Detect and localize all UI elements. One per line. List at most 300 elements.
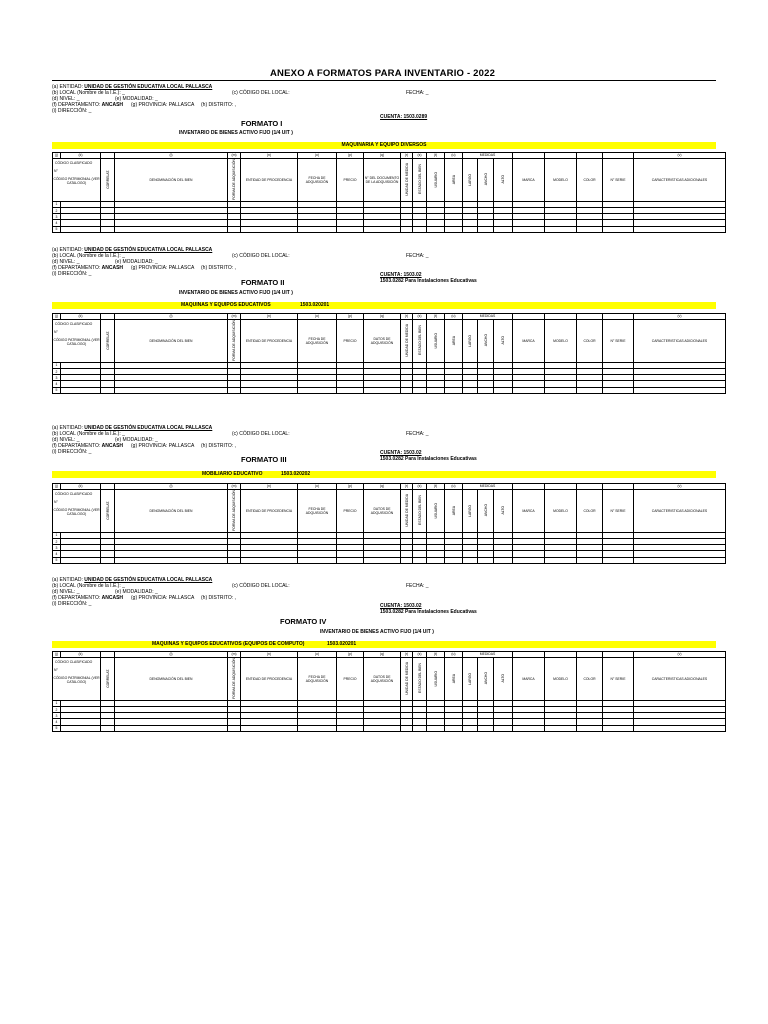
codigo-local: (c) CÓDIGO DEL LOCAL: <box>232 431 290 437</box>
direccion-line: (i) DIRECCIÓN: _ <box>52 601 92 607</box>
correlat-header: CORRELAT. <box>101 320 115 363</box>
column-code: (l) <box>115 652 228 658</box>
medidas-header: MEDIDAS <box>463 153 513 159</box>
table-cell[interactable] <box>427 387 445 393</box>
alto-header: ALTO <box>494 320 513 363</box>
table-cell[interactable] <box>401 226 413 232</box>
column-code: (t) <box>427 484 445 490</box>
table-cell[interactable] <box>364 725 401 731</box>
column-code: (p) <box>337 314 364 320</box>
table-cell[interactable] <box>61 557 101 563</box>
table-cell[interactable] <box>478 226 494 232</box>
table-cell[interactable] <box>427 226 445 232</box>
table-cell[interactable] <box>545 387 577 393</box>
usuario-header: USUARIO <box>427 320 445 363</box>
row-number: 1 <box>53 532 61 538</box>
row-number: 2 <box>53 208 61 214</box>
row-number: 1 <box>53 700 61 706</box>
table-cell[interactable] <box>577 725 603 731</box>
column-code: (l) <box>115 153 228 159</box>
column-code: (q) <box>364 314 401 320</box>
usuario-header: USUARIO <box>427 658 445 701</box>
row-number: 4 <box>53 220 61 226</box>
column-code: (u) <box>445 314 463 320</box>
modelo-header: MODELO <box>545 159 577 202</box>
nivel-line: (d) NIVEL: _ <box>52 589 80 595</box>
ancho-header: ANCHO <box>478 320 494 363</box>
estado-header: ESTADO DEL BIEN <box>413 490 427 533</box>
table-cell[interactable] <box>634 226 726 232</box>
precio-header: PRECIO <box>337 490 364 533</box>
column-code: (n) <box>241 652 298 658</box>
column-code: (o) <box>298 652 337 658</box>
instalaciones-note: 1503.0282 Para Instalaciones Educativas <box>380 609 477 615</box>
table-cell[interactable] <box>364 387 401 393</box>
entidad-line: (a) ENTIDAD: UNIDAD DE GESTIÓN EDUCATIVA LOCAL PALLASCA <box>52 84 213 90</box>
inventory-subtitle: INVENTARIO DE BIENES ACTIVO FIJO (1/4 UIT ) <box>320 629 434 635</box>
column-code: (u) <box>445 484 463 490</box>
largo-header: LARGO <box>463 490 478 533</box>
table-cell[interactable] <box>603 557 634 563</box>
column-code: (n) <box>241 484 298 490</box>
distrito-line: (h) DISTRITO: , <box>201 595 236 601</box>
column-code: (v) <box>634 652 726 658</box>
forma-adq-header: FORMA DE ADQUISICIÓN <box>228 320 241 363</box>
table-cell[interactable] <box>401 557 413 563</box>
correlat-header: CORRELAT. <box>101 159 115 202</box>
distrito-line: (h) DISTRITO: , <box>201 443 236 449</box>
local-line: (b) LOCAL (Nombre de la I.E.): _ <box>52 253 125 259</box>
category-banner-text: MAQUINARIA Y EQUIPO DIVERSOS <box>341 142 427 148</box>
row-number: 2 <box>53 707 61 713</box>
category-banner-text: MAQUINAS Y EQUIPOS EDUCATIVOS (EQUIPOS DE COMPUTO) <box>152 641 305 647</box>
table-cell[interactable] <box>241 557 298 563</box>
table-cell[interactable] <box>427 557 445 563</box>
row-number: 5 <box>53 557 61 563</box>
table-cell[interactable] <box>228 557 241 563</box>
forma-adq-header: FORMA DE ADQUISICIÓN <box>228 159 241 202</box>
table-cell[interactable] <box>413 725 427 731</box>
provincia-line: (g) PROVINCIA: PALLASCA <box>131 102 195 108</box>
correlat-header: CORRELAT. <box>101 658 115 701</box>
table-cell[interactable] <box>115 226 228 232</box>
column-code: (r) <box>401 484 413 490</box>
serie-header: N° SERIE <box>603 658 634 701</box>
table-cell[interactable] <box>337 226 364 232</box>
entidad-line: (a) ENTIDAD: UNIDAD DE GESTIÓN EDUCATIVA LOCAL PALLASCA <box>52 425 213 431</box>
provincia-line: (g) PROVINCIA: PALLASCA <box>131 443 195 449</box>
table-cell[interactable] <box>298 725 337 731</box>
nivel-line: (d) NIVEL: _ <box>52 437 80 443</box>
row-number: 5 <box>53 387 61 393</box>
row-number: 1 <box>53 201 61 207</box>
marca-header: MARCA <box>513 159 545 202</box>
column-code: (p) <box>337 153 364 159</box>
inventory-table <box>52 483 726 564</box>
column-code: (k) <box>61 153 101 159</box>
entidad-procedencia-header: ENTIDAD DE PROCEDENCIA <box>241 159 298 202</box>
table-row <box>53 387 726 393</box>
table-row <box>53 557 726 563</box>
column-code: (v) <box>634 484 726 490</box>
row-number: 4 <box>53 381 61 387</box>
table-cell[interactable] <box>463 557 478 563</box>
table-cell[interactable] <box>401 725 413 731</box>
cuenta-label: CUENTA: 1503.0289 <box>380 114 428 120</box>
codigo-header: CÓDIGO CLASIFICADO N° CÓDIGO PATRIMONIAL (VER CATALOGO) <box>53 490 101 533</box>
column-code: (m) <box>228 153 241 159</box>
table-cell[interactable] <box>634 557 726 563</box>
table-cell[interactable] <box>413 226 427 232</box>
modalidad-line: (e) MODALIDAD: _ <box>115 437 158 443</box>
cuenta-label: CUENTA: 1503.02 <box>380 450 422 456</box>
table-cell[interactable] <box>478 387 494 393</box>
inventory-table <box>52 651 726 732</box>
fecha-line: FECHA: _ <box>406 431 429 437</box>
provincia-line: (g) PROVINCIA: PALLASCA <box>131 265 195 271</box>
table-cell[interactable] <box>577 387 603 393</box>
table-cell[interactable] <box>427 725 445 731</box>
largo-header: LARGO <box>463 159 478 202</box>
color-header: COLOR <box>577 159 603 202</box>
modelo-header: MODELO <box>545 658 577 701</box>
column-code: (k) <box>61 484 101 490</box>
largo-header: LARGO <box>463 320 478 363</box>
category-banner-text: MOBILIARIO EDUCATIVO <box>202 471 263 477</box>
fecha-adq-header: FECHA DE ADQUISICIÓN <box>298 490 337 533</box>
row-number: 5 <box>53 226 61 232</box>
direccion-line: (i) DIRECCIÓN: _ <box>52 108 92 114</box>
column-code: (s) <box>413 314 427 320</box>
category-banner-text: MAQUINAS Y EQUIPOS EDUCATIVOS <box>181 302 271 308</box>
table-cell[interactable] <box>101 387 115 393</box>
alto-header: ALTO <box>494 490 513 533</box>
table-cell[interactable] <box>603 226 634 232</box>
modalidad-line: (e) MODALIDAD: _ <box>115 589 158 595</box>
row-number: 3 <box>53 214 61 220</box>
format-section <box>52 577 716 742</box>
unidad-medida-header: UNIDAD DE MEDIDA <box>401 159 413 202</box>
table-cell[interactable] <box>101 557 115 563</box>
color-header: COLOR <box>577 490 603 533</box>
instalaciones-note: 1503.0282 Para Instalaciones Educativas <box>380 278 477 284</box>
ancho-header: ANCHO <box>478 490 494 533</box>
table-cell[interactable] <box>413 387 427 393</box>
table-cell[interactable] <box>445 226 463 232</box>
column-code: (n) <box>241 153 298 159</box>
column-code: (m) <box>228 652 241 658</box>
table-cell[interactable] <box>445 387 463 393</box>
precio-header: PRECIO <box>337 658 364 701</box>
table-cell[interactable] <box>401 387 413 393</box>
table-cell[interactable] <box>463 387 478 393</box>
table-cell[interactable] <box>228 226 241 232</box>
adquisicion-header: DATOS DE ADQUISICIÓN <box>364 658 401 701</box>
entidad-procedencia-header: ENTIDAD DE PROCEDENCIA <box>241 658 298 701</box>
row-number: 4 <box>53 551 61 557</box>
row-number: 2 <box>53 369 61 375</box>
codigo-local: (c) CÓDIGO DEL LOCAL: <box>232 253 290 259</box>
precio-header: PRECIO <box>337 320 364 363</box>
format-title: FORMATO III <box>241 455 287 464</box>
table-cell[interactable] <box>298 226 337 232</box>
column-code: (s) <box>413 652 427 658</box>
table-cell[interactable] <box>494 725 513 731</box>
table-cell[interactable] <box>463 226 478 232</box>
column-code: (r) <box>401 314 413 320</box>
column-code: (q) <box>364 652 401 658</box>
column-code: (v) <box>634 314 726 320</box>
column-code: (u) <box>445 153 463 159</box>
table-cell[interactable] <box>228 387 241 393</box>
direccion-line: (i) DIRECCIÓN: _ <box>52 449 92 455</box>
caracteristicas-header: CARACTERISTICAS ADICIONALES <box>634 658 726 701</box>
cuenta-label: CUENTA: 1503.02 <box>380 272 422 278</box>
column-code: (m) <box>228 484 241 490</box>
local-line: (b) LOCAL (Nombre de la I.E.): _ <box>52 583 125 589</box>
denominacion-header: DENOMINACIÓN DEL BIEN <box>115 320 228 363</box>
table-cell[interactable] <box>513 387 545 393</box>
unidad-medida-header: UNIDAD DE MEDIDA <box>401 490 413 533</box>
modalidad-line: (e) MODALIDAD: _ <box>115 96 158 102</box>
estado-header: ESTADO DEL BIEN <box>413 658 427 701</box>
table-cell[interactable] <box>545 226 577 232</box>
table-cell[interactable] <box>513 226 545 232</box>
serie-header: N° SERIE <box>603 490 634 533</box>
denominacion-header: DENOMINACIÓN DEL BIEN <box>115 159 228 202</box>
marca-header: MARCA <box>513 320 545 363</box>
table-cell[interactable] <box>478 557 494 563</box>
column-code: (q) <box>364 153 401 159</box>
usuario-header: USUARIO <box>427 490 445 533</box>
table-row <box>53 725 726 731</box>
table-cell[interactable] <box>494 387 513 393</box>
table-cell[interactable] <box>101 725 115 731</box>
forma-adq-header: FORMA DE ADQUISICIÓN <box>228 658 241 701</box>
column-code: (l) <box>115 484 228 490</box>
column-code: (o) <box>298 153 337 159</box>
departamento-line: (f) DEPARTAMENTO: ANCASH <box>52 102 124 108</box>
correlat-header: CORRELAT. <box>101 490 115 533</box>
denominacion-header: DENOMINACIÓN DEL BIEN <box>115 490 228 533</box>
area-header: AREA <box>445 159 463 202</box>
table-cell[interactable] <box>364 557 401 563</box>
fecha-adq-header: FECHA DE ADQUISICIÓN <box>298 159 337 202</box>
instalaciones-note: 1503.0282 Para Instalaciones Educativas <box>380 456 477 462</box>
category-banner <box>52 471 716 478</box>
table-cell[interactable] <box>61 226 101 232</box>
table-cell[interactable] <box>241 387 298 393</box>
codigo-local: (c) CÓDIGO DEL LOCAL: <box>232 583 290 589</box>
table-cell[interactable] <box>115 387 228 393</box>
table-cell[interactable] <box>413 557 427 563</box>
table-cell[interactable] <box>61 387 101 393</box>
row-number: 3 <box>53 713 61 719</box>
table-cell[interactable] <box>101 226 115 232</box>
inventory-table <box>52 152 726 233</box>
area-header: AREA <box>445 490 463 533</box>
distrito-line: (h) DISTRITO: , <box>201 265 236 271</box>
inventory-subtitle: INVENTARIO DE BIENES ACTIVO FIJO (1/4 UIT ) <box>179 290 293 296</box>
column-code: (v) <box>634 153 726 159</box>
column-code: (k) <box>61 314 101 320</box>
codigo-local: (c) CÓDIGO DEL LOCAL: <box>232 90 290 96</box>
column-code: (t) <box>427 153 445 159</box>
ancho-header: ANCHO <box>478 658 494 701</box>
table-cell[interactable] <box>577 557 603 563</box>
column-code: (r) <box>401 652 413 658</box>
row-number: 3 <box>53 375 61 381</box>
table-cell[interactable] <box>61 725 101 731</box>
row-number: 3 <box>53 545 61 551</box>
table-cell[interactable] <box>298 387 337 393</box>
estado-header: ESTADO DEL BIEN <box>413 320 427 363</box>
table-cell[interactable] <box>445 725 463 731</box>
table-cell[interactable] <box>478 725 494 731</box>
departamento-line: (f) DEPARTAMENTO: ANCASH <box>52 265 124 271</box>
direccion-line: (i) DIRECCIÓN: _ <box>52 271 92 277</box>
table-cell[interactable] <box>577 226 603 232</box>
fecha-adq-header: FECHA DE ADQUISICIÓN <box>298 320 337 363</box>
table-cell[interactable] <box>634 387 726 393</box>
column-header-row <box>53 159 726 202</box>
entidad-procedencia-header: ENTIDAD DE PROCEDENCIA <box>241 320 298 363</box>
inventory-table <box>52 313 726 394</box>
precio-header: PRECIO <box>337 159 364 202</box>
column-code: (o) <box>298 314 337 320</box>
estado-header: ESTADO DEL BIEN <box>413 159 427 202</box>
format-title: FORMATO II <box>241 278 285 287</box>
column-code: (t) <box>427 652 445 658</box>
document-title: ANEXO A FORMATOS PARA INVENTARIO - 2022 <box>270 68 496 79</box>
table-cell[interactable] <box>337 725 364 731</box>
column-code: (j) <box>53 153 61 159</box>
table-cell[interactable] <box>445 557 463 563</box>
column-header-row <box>53 320 726 363</box>
format-section <box>52 425 716 590</box>
table-cell[interactable] <box>298 557 337 563</box>
table-cell[interactable] <box>494 226 513 232</box>
table-cell[interactable] <box>634 725 726 731</box>
column-code: (j) <box>53 314 61 320</box>
caracteristicas-header: CARACTERISTICAS ADICIONALES <box>634 320 726 363</box>
table-cell[interactable] <box>545 557 577 563</box>
fecha-line: FECHA: _ <box>406 90 429 96</box>
table-cell[interactable] <box>463 725 478 731</box>
column-code: (t) <box>427 314 445 320</box>
column-code: (j) <box>53 652 61 658</box>
nivel-line: (d) NIVEL: _ <box>52 259 80 265</box>
codigo-header: CÓDIGO CLASIFICADO N° CÓDIGO PATRIMONIAL (VER CATALOGO) <box>53 658 101 701</box>
denominacion-header: DENOMINACIÓN DEL BIEN <box>115 658 228 701</box>
title-rule <box>52 80 716 81</box>
column-code: (p) <box>337 484 364 490</box>
column-code: (q) <box>364 484 401 490</box>
marca-header: MARCA <box>513 490 545 533</box>
table-row <box>53 226 726 232</box>
codigo-header: CÓDIGO CLASIFICADO N° CÓDIGO PATRIMONIAL (VER CATALOGO) <box>53 320 101 363</box>
provincia-line: (g) PROVINCIA: PALLASCA <box>131 595 195 601</box>
column-code: (n) <box>241 314 298 320</box>
area-header: AREA <box>445 658 463 701</box>
table-cell[interactable] <box>603 725 634 731</box>
column-code: (m) <box>228 314 241 320</box>
unidad-medida-header: UNIDAD DE MEDIDA <box>401 658 413 701</box>
medidas-header: MEDIDAS <box>463 314 513 320</box>
color-header: COLOR <box>577 658 603 701</box>
serie-header: N° SERIE <box>603 159 634 202</box>
table-cell[interactable] <box>603 387 634 393</box>
table-cell[interactable] <box>513 725 545 731</box>
caracteristicas-header: CARACTERISTICAS ADICIONALES <box>634 490 726 533</box>
medidas-header: MEDIDAS <box>463 484 513 490</box>
departamento-line: (f) DEPARTAMENTO: ANCASH <box>52 443 124 449</box>
marca-header: MARCA <box>513 658 545 701</box>
column-header-row <box>53 658 726 701</box>
format-section <box>52 84 716 249</box>
table-cell[interactable] <box>241 226 298 232</box>
table-cell[interactable] <box>115 557 228 563</box>
caracteristicas-header: CARACTERISTICAS ADICIONALES <box>634 159 726 202</box>
table-cell[interactable] <box>337 387 364 393</box>
color-header: COLOR <box>577 320 603 363</box>
local-line: (b) LOCAL (Nombre de la I.E.): _ <box>52 90 125 96</box>
adquisicion-header: DATOS DE ADQUISICIÓN <box>364 490 401 533</box>
row-number: 1 <box>53 362 61 368</box>
column-code: (j) <box>53 484 61 490</box>
fecha-line: FECHA: _ <box>406 583 429 589</box>
row-number: 2 <box>53 539 61 545</box>
table-cell[interactable] <box>494 557 513 563</box>
column-code: (l) <box>115 314 228 320</box>
entidad-line: (a) ENTIDAD: UNIDAD DE GESTIÓN EDUCATIVA LOCAL PALLASCA <box>52 247 213 253</box>
category-banner <box>52 142 716 149</box>
table-cell[interactable] <box>337 557 364 563</box>
medidas-header: MEDIDAS <box>463 652 513 658</box>
format-title: FORMATO I <box>241 119 283 128</box>
inventory-subtitle: INVENTARIO DE BIENES ACTIVO FIJO (1/4 UIT ) <box>179 130 293 136</box>
usuario-header: USUARIO <box>427 159 445 202</box>
category-banner-code: 1503.020201 <box>327 641 357 647</box>
table-cell[interactable] <box>241 725 298 731</box>
column-code: (k) <box>61 652 101 658</box>
departamento-line: (f) DEPARTAMENTO: ANCASH <box>52 595 124 601</box>
serie-header: N° SERIE <box>603 320 634 363</box>
fecha-line: FECHA: _ <box>406 253 429 259</box>
format-title: FORMATO IV <box>280 617 327 626</box>
modelo-header: MODELO <box>545 320 577 363</box>
column-code: (p) <box>337 652 364 658</box>
table-cell[interactable] <box>513 557 545 563</box>
column-code: (s) <box>413 484 427 490</box>
adquisicion-header: DATOS DE ADQUISICIÓN <box>364 320 401 363</box>
table-cell[interactable] <box>545 725 577 731</box>
fecha-adq-header: FECHA DE ADQUISICIÓN <box>298 658 337 701</box>
local-line: (b) LOCAL (Nombre de la I.E.): _ <box>52 431 125 437</box>
largo-header: LARGO <box>463 658 478 701</box>
table-cell[interactable] <box>115 725 228 731</box>
codigo-header: CÓDIGO CLASIFICADO N° CÓDIGO PATRIMONIAL (VER CATALOGO) <box>53 159 101 202</box>
distrito-line: (h) DISTRITO: , <box>201 102 236 108</box>
table-cell[interactable] <box>228 725 241 731</box>
category-banner <box>52 302 716 309</box>
entidad-procedencia-header: ENTIDAD DE PROCEDENCIA <box>241 490 298 533</box>
column-header-row <box>53 490 726 533</box>
category-banner <box>52 641 716 648</box>
column-code: (o) <box>298 484 337 490</box>
table-cell[interactable] <box>364 226 401 232</box>
column-code: (u) <box>445 652 463 658</box>
